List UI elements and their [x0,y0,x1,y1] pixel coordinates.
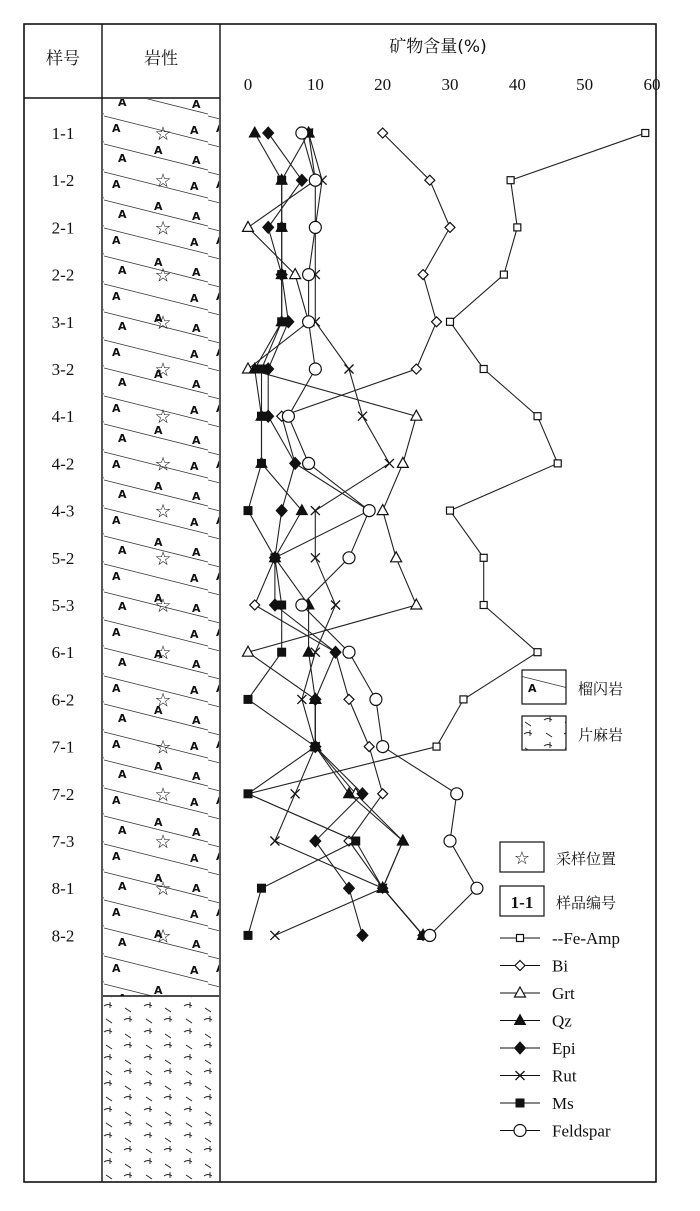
data-point-feamp [534,649,541,656]
legend [500,670,623,1141]
sample-label: 5-3 [51,596,75,615]
sample-label: 7-3 [51,832,75,851]
data-point-feldspar [309,363,321,375]
sample-label: 1-2 [51,171,75,191]
data-point-epi [263,221,274,233]
data-point-ms [278,176,286,184]
data-point-grt [243,221,254,231]
x-tick-label: 60 [643,75,661,94]
data-point-feamp [554,460,561,467]
data-point-feldspar [296,127,308,139]
data-point-ms [257,412,265,420]
data-point-ms [278,648,286,656]
data-point-epi [357,929,368,941]
data-point-feldspar [424,929,436,941]
data-point-feldspar [309,221,321,233]
x-axis [244,75,661,94]
data-point-feamp [480,366,487,373]
data-point-feldspar [451,788,463,800]
legend-amphibolite-swatch [522,670,566,704]
series-grt [243,127,429,939]
legend-label-feldspar: Feldspar [552,1121,611,1141]
x-tick-label: 40 [508,75,526,94]
data-point-feldspar [303,457,315,469]
x-tick-label: 10 [306,75,324,94]
sample-label: 6-2 [51,690,75,710]
header-lithology: 岩性 [144,49,178,69]
star-icon: ☆ [154,595,172,617]
legend-marker-qz [515,1015,526,1025]
sample-label: 4-1 [51,407,75,427]
legend-sample-id-example: 1-1 [510,893,534,912]
legend-marker-ms [516,1099,524,1107]
data-point-feamp [500,271,507,278]
legend-sampling-label: 采样位置 [556,850,617,868]
data-point-ms [257,365,265,373]
data-point-qz [249,127,260,137]
data-point-ms [278,318,286,326]
star-icon: ☆ [154,453,172,476]
data-point-ms [244,931,252,939]
x-tick-label: 50 [576,75,594,94]
star-icon: ☆ [154,359,172,381]
data-point-epi [276,505,287,517]
data-point-ms [244,507,252,515]
star-icon: ☆ [154,831,172,853]
data-point-ms [257,884,265,892]
data-point-ms [257,459,265,467]
legend-label-rut: Rut [552,1066,577,1086]
data-point-epi [330,646,341,658]
data-point-feldspar [343,552,355,564]
legend-entry-qz [500,1012,572,1031]
legend-entry-rut [500,1067,577,1086]
sample-label: 7-1 [51,737,75,757]
data-point-feamp [642,130,649,137]
series-legend [500,929,620,1141]
legend-marker-bi [515,961,525,971]
series-line-grt [248,133,423,935]
data-point-bi [445,222,455,232]
legend-entry-grt [500,984,575,1003]
sample-label: 2-2 [51,265,75,285]
data-point-feamp [507,177,514,184]
legend-label-feamp: --Fe-Amp [552,929,620,948]
data-point-feldspar [471,882,483,894]
series-line-ms [248,133,356,935]
star-icon: ☆ [154,736,172,759]
star-icon: ☆ [154,123,172,145]
data-point-ms [244,695,252,703]
star-icon: ☆ [154,406,172,429]
legend-gneiss-label: 片麻岩 [578,726,624,744]
data-point-rut [331,601,340,610]
data-point-feldspar [363,505,375,517]
sample-label: 5-2 [51,548,75,568]
data-point-epi [263,127,274,139]
series-feamp [245,130,649,939]
series-feldspar [282,127,483,941]
x-tick-label: 30 [441,75,459,94]
sample-label: 3-1 [51,312,75,332]
sample-label: 6-1 [51,643,75,663]
legend-amphibolite-label: 榴闪岩 [578,680,624,698]
data-point-bi [250,600,260,610]
data-point-feldspar [282,410,294,422]
data-point-rut [358,412,367,421]
data-point-bi [364,742,374,752]
legend-label-grt: Grt [552,984,575,1003]
legend-marker-grt [515,987,526,997]
data-point-bi [418,270,428,280]
data-point-grt [411,599,422,609]
legend-label-epi: Epi [552,1039,576,1058]
data-point-feamp [534,413,541,420]
star-icon: ☆ [154,311,172,334]
star-icon: ☆ [154,642,172,665]
sample-label: 4-2 [51,454,75,474]
data-point-feamp [460,696,467,703]
gneiss-column [103,997,219,1181]
data-point-ms [311,743,319,751]
data-point-bi [411,364,421,374]
data-point-rut [270,837,279,846]
x-tick-label: 20 [374,75,392,94]
legend-label-ms: Ms [552,1094,574,1113]
plot-area [243,127,649,941]
legend-entry-feldspar [500,1122,611,1141]
sample-label: 4-3 [51,501,75,521]
series-line-qz [255,133,423,935]
legend-gneiss-swatch [522,716,566,750]
data-point-rut [270,931,279,940]
series-bi [250,128,455,940]
legend-sample-id-label: 样品编号 [556,894,617,912]
data-point-grt [377,505,388,515]
series-line-feldspar [288,133,477,935]
sample-label: 2-1 [51,218,75,238]
star-icon: ☆ [154,689,172,712]
series-line-feamp [248,133,645,935]
series-ms [244,129,360,939]
sample-label-column [52,124,75,945]
header-mineral-content: 矿物含量(%) [389,37,487,57]
legend-entry-bi [500,957,568,976]
data-point-feldspar [303,316,315,328]
legend-marker-feldspar [514,1125,526,1137]
data-point-feldspar [444,835,456,847]
star-icon: ☆ [513,848,531,869]
star-icon: ☆ [154,783,172,806]
data-point-feamp [447,318,454,325]
data-point-feamp [480,602,487,609]
legend-entry-epi [500,1039,576,1058]
legend-marker-epi [515,1042,526,1054]
sample-label: 8-1 [51,879,75,899]
star-icon: ☆ [154,500,172,523]
data-point-feldspar [309,174,321,186]
data-point-rut [291,789,300,798]
data-point-ms [352,837,360,845]
star-icon: ☆ [154,925,172,948]
data-point-epi [344,882,355,894]
star-icon: ☆ [154,547,172,570]
data-point-epi [296,174,307,186]
header-sample-number: 样号 [46,49,80,69]
legend-entry-ms [500,1094,574,1113]
data-point-ms [271,554,279,562]
data-point-feamp [514,224,521,231]
star-icon: ☆ [154,170,172,193]
data-point-bi [378,789,388,799]
data-point-bi [344,694,354,704]
sample-label: 3-2 [51,360,75,379]
data-point-feldspar [377,741,389,753]
legend-marker-feamp [517,935,524,942]
star-icon: ☆ [154,217,172,240]
series-line-rut [275,133,390,935]
data-point-rut [297,695,306,704]
data-point-feldspar [296,599,308,611]
data-point-rut [345,365,354,374]
data-point-epi [290,457,301,469]
sample-label: 8-2 [51,926,75,946]
data-point-feldspar [370,693,382,705]
data-point-rut [385,459,394,468]
data-point-grt [397,457,408,467]
data-point-ms [278,601,286,609]
star-icon: ☆ [154,878,172,901]
star-icon: ☆ [154,264,172,287]
data-point-feldspar [343,646,355,658]
sample-label: 7-2 [51,784,75,804]
data-point-grt [391,552,402,562]
data-point-feamp [433,743,440,750]
data-point-feldspar [303,269,315,281]
legend-entry-feamp [500,929,620,948]
series-line-bi [255,133,450,935]
legend-label-bi: Bi [552,956,569,976]
x-tick-label: 0 [243,75,253,94]
legend-label-qz: Qz [552,1011,572,1031]
data-point-ms [278,271,286,279]
data-point-feamp [480,554,487,561]
data-point-ms [278,223,286,231]
sample-label: 1-1 [51,124,75,143]
data-point-feamp [447,507,454,514]
data-point-bi [432,317,442,327]
data-point-ms [244,790,252,798]
